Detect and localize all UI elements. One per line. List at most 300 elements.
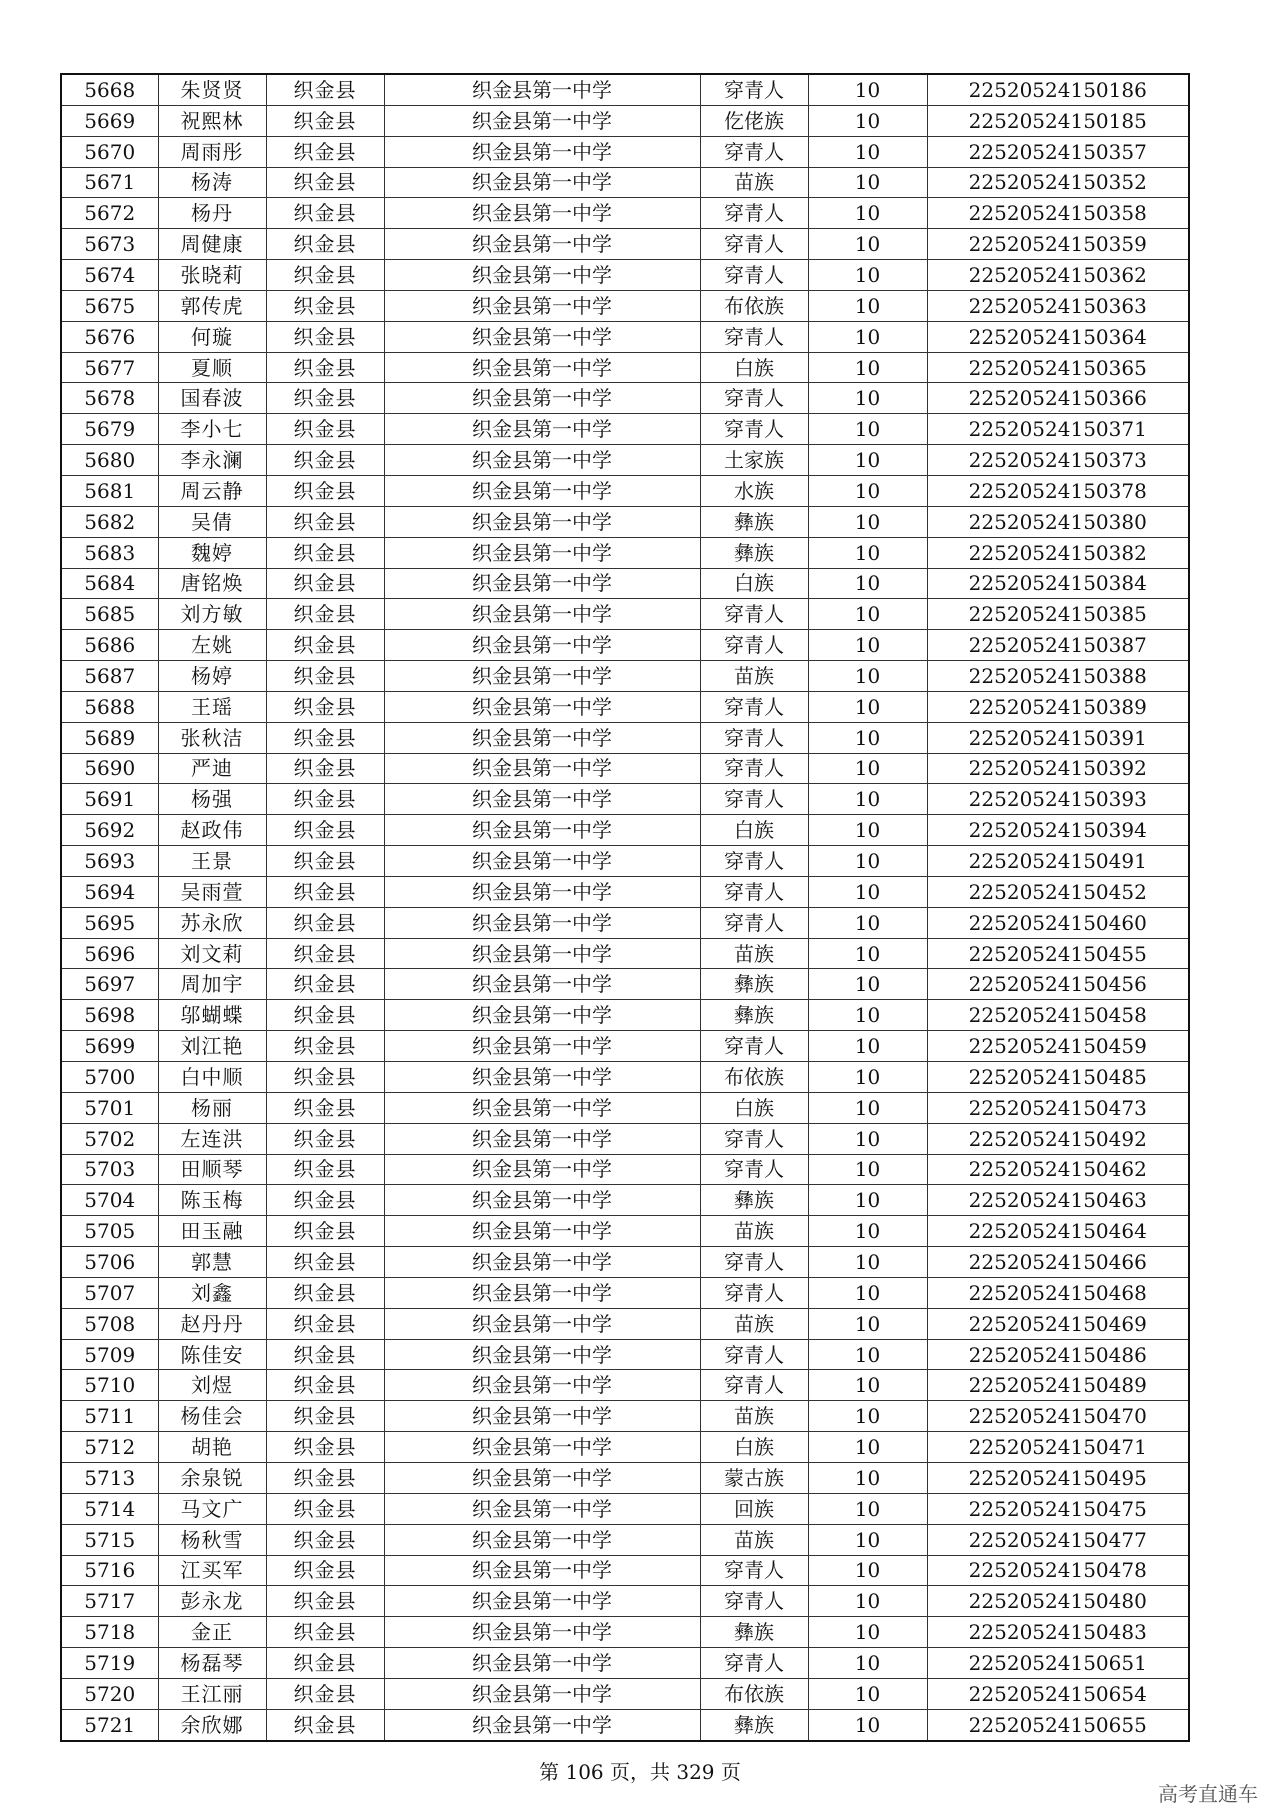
score-cell: 10	[808, 907, 927, 938]
school-cell: 织金县第一中学	[384, 1154, 700, 1185]
score-cell: 10	[808, 1401, 927, 1432]
row-id-cell: 5705	[61, 1216, 158, 1247]
county-cell: 织金县	[266, 229, 384, 260]
score-cell: 10	[808, 1154, 927, 1185]
exam-number-cell: 22520524150389	[927, 691, 1189, 722]
exam-number-cell: 22520524150391	[927, 722, 1189, 753]
ethnicity-cell: 穿青人	[700, 784, 808, 815]
county-cell: 织金县	[266, 1586, 384, 1617]
row-id-cell: 5708	[61, 1308, 158, 1339]
student-name-cell: 赵丹丹	[158, 1308, 266, 1339]
county-cell: 织金县	[266, 445, 384, 476]
row-id-cell: 5688	[61, 691, 158, 722]
county-cell: 织金县	[266, 1493, 384, 1524]
student-name-cell: 赵政伟	[158, 815, 266, 846]
school-cell: 织金县第一中学	[384, 1586, 700, 1617]
student-name-cell: 田玉融	[158, 1216, 266, 1247]
school-cell: 织金县第一中学	[384, 1709, 700, 1740]
exam-number-cell: 22520524150352	[927, 167, 1189, 198]
ethnicity-cell: 穿青人	[700, 1648, 808, 1679]
ethnicity-cell: 仡佬族	[700, 105, 808, 136]
student-name-cell: 余欣娜	[158, 1709, 266, 1740]
county-cell: 织金县	[266, 846, 384, 877]
table-row	[61, 1092, 1189, 1123]
score-cell: 10	[808, 722, 927, 753]
student-name-cell: 苏永欣	[158, 907, 266, 938]
score-cell: 10	[808, 661, 927, 692]
score-cell: 10	[808, 1709, 927, 1740]
row-id-cell: 5678	[61, 383, 158, 414]
ethnicity-cell: 穿青人	[700, 1339, 808, 1370]
ethnicity-cell: 彝族	[700, 1185, 808, 1216]
student-name-cell: 杨秋雪	[158, 1524, 266, 1555]
table-row	[61, 691, 1189, 722]
table-row	[61, 1216, 1189, 1247]
table-row	[61, 1185, 1189, 1216]
county-cell: 织金县	[266, 74, 384, 105]
school-cell: 织金县第一中学	[384, 969, 700, 1000]
exam-number-cell: 22520524150371	[927, 414, 1189, 445]
table-row	[61, 445, 1189, 476]
school-cell: 织金县第一中学	[384, 1339, 700, 1370]
exam-number-cell: 22520524150463	[927, 1185, 1189, 1216]
school-cell: 织金县第一中学	[384, 599, 700, 630]
student-name-cell: 吴雨萱	[158, 876, 266, 907]
county-cell: 织金县	[266, 1031, 384, 1062]
row-id-cell: 5669	[61, 105, 158, 136]
row-id-cell: 5677	[61, 352, 158, 383]
score-cell: 10	[808, 1493, 927, 1524]
score-cell: 10	[808, 568, 927, 599]
row-id-cell: 5720	[61, 1678, 158, 1709]
county-cell: 织金县	[266, 1401, 384, 1432]
score-cell: 10	[808, 383, 927, 414]
school-cell: 织金县第一中学	[384, 1031, 700, 1062]
score-cell: 10	[808, 1678, 927, 1709]
row-id-cell: 5699	[61, 1031, 158, 1062]
table-row	[61, 1678, 1189, 1709]
county-cell: 织金县	[266, 661, 384, 692]
row-id-cell: 5698	[61, 1000, 158, 1031]
county-cell: 织金县	[266, 475, 384, 506]
exam-number-cell: 22520524150364	[927, 321, 1189, 352]
table-row	[61, 876, 1189, 907]
table-row	[61, 1370, 1189, 1401]
table-row	[61, 630, 1189, 661]
school-cell: 织金县第一中学	[384, 1432, 700, 1463]
score-cell: 10	[808, 691, 927, 722]
ethnicity-cell: 彝族	[700, 1709, 808, 1740]
exam-number-cell: 22520524150486	[927, 1339, 1189, 1370]
student-name-cell: 张晓莉	[158, 260, 266, 291]
student-name-cell: 刘鑫	[158, 1277, 266, 1308]
student-name-cell: 胡艳	[158, 1432, 266, 1463]
table-row	[61, 383, 1189, 414]
score-cell: 10	[808, 445, 927, 476]
county-cell: 织金县	[266, 1308, 384, 1339]
row-id-cell: 5682	[61, 506, 158, 537]
ethnicity-cell: 穿青人	[700, 907, 808, 938]
school-cell: 织金县第一中学	[384, 1216, 700, 1247]
ethnicity-cell: 彝族	[700, 506, 808, 537]
student-name-cell: 严迪	[158, 753, 266, 784]
school-cell: 织金县第一中学	[384, 105, 700, 136]
score-cell: 10	[808, 167, 927, 198]
school-cell: 织金县第一中学	[384, 1370, 700, 1401]
row-id-cell: 5701	[61, 1092, 158, 1123]
school-cell: 织金县第一中学	[384, 1678, 700, 1709]
score-cell: 10	[808, 1092, 927, 1123]
ethnicity-cell: 穿青人	[700, 260, 808, 291]
county-cell: 织金县	[266, 753, 384, 784]
student-name-cell: 彭永龙	[158, 1586, 266, 1617]
row-id-cell: 5700	[61, 1062, 158, 1093]
row-id-cell: 5681	[61, 475, 158, 506]
student-name-cell: 邬蝴蝶	[158, 1000, 266, 1031]
table-row	[61, 1709, 1189, 1740]
county-cell: 织金县	[266, 352, 384, 383]
exam-number-cell: 22520524150456	[927, 969, 1189, 1000]
county-cell: 织金县	[266, 599, 384, 630]
student-name-cell: 余泉锐	[158, 1462, 266, 1493]
score-cell: 10	[808, 1000, 927, 1031]
student-name-cell: 江买军	[158, 1555, 266, 1586]
table-row	[61, 1462, 1189, 1493]
table-row	[61, 290, 1189, 321]
exam-number-cell: 22520524150393	[927, 784, 1189, 815]
ethnicity-cell: 穿青人	[700, 414, 808, 445]
table-row	[61, 1617, 1189, 1648]
ethnicity-cell: 穿青人	[700, 383, 808, 414]
exam-number-cell: 22520524150466	[927, 1247, 1189, 1278]
table-row	[61, 136, 1189, 167]
school-cell: 织金县第一中学	[384, 815, 700, 846]
school-cell: 织金县第一中学	[384, 1555, 700, 1586]
row-id-cell: 5685	[61, 599, 158, 630]
table-row	[61, 1524, 1189, 1555]
table-row	[61, 1062, 1189, 1093]
exam-number-cell: 22520524150492	[927, 1123, 1189, 1154]
row-id-cell: 5690	[61, 753, 158, 784]
row-id-cell: 5694	[61, 876, 158, 907]
student-name-cell: 杨磊琴	[158, 1648, 266, 1679]
score-cell: 10	[808, 1185, 927, 1216]
exam-number-cell: 22520524150468	[927, 1277, 1189, 1308]
school-cell: 织金县第一中学	[384, 1247, 700, 1278]
score-cell: 10	[808, 599, 927, 630]
exam-number-cell: 22520524150373	[927, 445, 1189, 476]
row-id-cell: 5683	[61, 537, 158, 568]
exam-number-cell: 22520524150366	[927, 383, 1189, 414]
row-id-cell: 5673	[61, 229, 158, 260]
exam-number-cell: 22520524150362	[927, 260, 1189, 291]
score-cell: 10	[808, 1370, 927, 1401]
row-id-cell: 5679	[61, 414, 158, 445]
school-cell: 织金县第一中学	[384, 784, 700, 815]
student-name-cell: 杨婷	[158, 661, 266, 692]
student-name-cell: 田顺琴	[158, 1154, 266, 1185]
row-id-cell: 5709	[61, 1339, 158, 1370]
school-cell: 织金县第一中学	[384, 1617, 700, 1648]
row-id-cell: 5686	[61, 630, 158, 661]
table-row	[61, 321, 1189, 352]
county-cell: 织金县	[266, 414, 384, 445]
score-cell: 10	[808, 105, 927, 136]
table-row	[61, 722, 1189, 753]
table-row	[61, 1339, 1189, 1370]
table-row	[61, 661, 1189, 692]
county-cell: 织金县	[266, 1709, 384, 1740]
county-cell: 织金县	[266, 630, 384, 661]
student-name-cell: 陈佳安	[158, 1339, 266, 1370]
student-name-cell: 杨丹	[158, 198, 266, 229]
exam-number-cell: 22520524150477	[927, 1524, 1189, 1555]
school-cell: 织金县第一中学	[384, 1185, 700, 1216]
exam-number-cell: 22520524150378	[927, 475, 1189, 506]
table-row	[61, 1555, 1189, 1586]
school-cell: 织金县第一中学	[384, 661, 700, 692]
county-cell: 织金县	[266, 815, 384, 846]
score-cell: 10	[808, 938, 927, 969]
score-cell: 10	[808, 1216, 927, 1247]
county-cell: 织金县	[266, 722, 384, 753]
student-name-cell: 魏婷	[158, 537, 266, 568]
student-name-cell: 唐铭焕	[158, 568, 266, 599]
table-row	[61, 1401, 1189, 1432]
row-id-cell: 5704	[61, 1185, 158, 1216]
school-cell: 织金县第一中学	[384, 1062, 700, 1093]
ethnicity-cell: 穿青人	[700, 753, 808, 784]
row-id-cell: 5721	[61, 1709, 158, 1740]
exam-number-cell: 22520524150462	[927, 1154, 1189, 1185]
exam-number-cell: 22520524150358	[927, 198, 1189, 229]
table-row	[61, 506, 1189, 537]
table-row	[61, 753, 1189, 784]
row-id-cell: 5675	[61, 290, 158, 321]
school-cell: 织金县第一中学	[384, 876, 700, 907]
student-name-cell: 刘江艳	[158, 1031, 266, 1062]
score-cell: 10	[808, 1462, 927, 1493]
row-id-cell: 5717	[61, 1586, 158, 1617]
score-cell: 10	[808, 260, 927, 291]
table-row	[61, 568, 1189, 599]
county-cell: 织金县	[266, 1092, 384, 1123]
exam-number-cell: 22520524150651	[927, 1648, 1189, 1679]
county-cell: 织金县	[266, 1277, 384, 1308]
school-cell: 织金县第一中学	[384, 321, 700, 352]
row-id-cell: 5695	[61, 907, 158, 938]
ethnicity-cell: 白族	[700, 1092, 808, 1123]
score-cell: 10	[808, 753, 927, 784]
row-id-cell: 5696	[61, 938, 158, 969]
exam-number-cell: 22520524150458	[927, 1000, 1189, 1031]
county-cell: 织金县	[266, 938, 384, 969]
county-cell: 织金县	[266, 1123, 384, 1154]
county-cell: 织金县	[266, 876, 384, 907]
table-row	[61, 1277, 1189, 1308]
school-cell: 织金县第一中学	[384, 1123, 700, 1154]
student-name-cell: 李小七	[158, 414, 266, 445]
ethnicity-cell: 白族	[700, 352, 808, 383]
county-cell: 织金县	[266, 105, 384, 136]
ethnicity-cell: 穿青人	[700, 136, 808, 167]
county-cell: 织金县	[266, 1462, 384, 1493]
ethnicity-cell: 苗族	[700, 167, 808, 198]
exam-number-cell: 22520524150387	[927, 630, 1189, 661]
student-name-cell: 白中顺	[158, 1062, 266, 1093]
county-cell: 织金县	[266, 290, 384, 321]
exam-number-cell: 22520524150489	[927, 1370, 1189, 1401]
ethnicity-cell: 穿青人	[700, 229, 808, 260]
exam-number-cell: 22520524150460	[927, 907, 1189, 938]
school-cell: 织金县第一中学	[384, 691, 700, 722]
table-row	[61, 1308, 1189, 1339]
row-id-cell: 5671	[61, 167, 158, 198]
table-row	[61, 1432, 1189, 1463]
student-name-cell: 王景	[158, 846, 266, 877]
exam-number-cell: 22520524150363	[927, 290, 1189, 321]
score-cell: 10	[808, 506, 927, 537]
exam-number-cell: 22520524150186	[927, 74, 1189, 105]
school-cell: 织金县第一中学	[384, 383, 700, 414]
county-cell: 织金县	[266, 691, 384, 722]
score-cell: 10	[808, 784, 927, 815]
score-cell: 10	[808, 475, 927, 506]
score-cell: 10	[808, 290, 927, 321]
row-id-cell: 5693	[61, 846, 158, 877]
school-cell: 织金县第一中学	[384, 753, 700, 784]
table-row	[61, 784, 1189, 815]
ethnicity-cell: 穿青人	[700, 1031, 808, 1062]
row-id-cell: 5697	[61, 969, 158, 1000]
county-cell: 织金县	[266, 969, 384, 1000]
county-cell: 织金县	[266, 1000, 384, 1031]
page-number-footer: 第 106 页，共 329 页	[539, 1760, 741, 1784]
ethnicity-cell: 白族	[700, 1432, 808, 1463]
roster-table	[60, 73, 1190, 1742]
score-cell: 10	[808, 1123, 927, 1154]
row-id-cell: 5680	[61, 445, 158, 476]
exam-number-cell: 22520524150478	[927, 1555, 1189, 1586]
student-name-cell: 何璇	[158, 321, 266, 352]
ethnicity-cell: 穿青人	[700, 1277, 808, 1308]
table-row	[61, 167, 1189, 198]
student-name-cell: 杨佳会	[158, 1401, 266, 1432]
row-id-cell: 5668	[61, 74, 158, 105]
table-row	[61, 938, 1189, 969]
row-id-cell: 5713	[61, 1462, 158, 1493]
student-name-cell: 左连洪	[158, 1123, 266, 1154]
ethnicity-cell: 穿青人	[700, 1586, 808, 1617]
row-id-cell: 5692	[61, 815, 158, 846]
score-cell: 10	[808, 1308, 927, 1339]
ethnicity-cell: 彝族	[700, 969, 808, 1000]
school-cell: 织金县第一中学	[384, 167, 700, 198]
county-cell: 织金县	[266, 1432, 384, 1463]
table-row	[61, 1031, 1189, 1062]
ethnicity-cell: 苗族	[700, 661, 808, 692]
student-name-cell: 陈玉梅	[158, 1185, 266, 1216]
ethnicity-cell: 穿青人	[700, 1370, 808, 1401]
ethnicity-cell: 蒙古族	[700, 1462, 808, 1493]
student-name-cell: 王江丽	[158, 1678, 266, 1709]
ethnicity-cell: 苗族	[700, 1308, 808, 1339]
score-cell: 10	[808, 1277, 927, 1308]
row-id-cell: 5676	[61, 321, 158, 352]
ethnicity-cell: 布依族	[700, 1062, 808, 1093]
ethnicity-cell: 穿青人	[700, 1123, 808, 1154]
student-name-cell: 夏顺	[158, 352, 266, 383]
roster-sheet	[60, 73, 1188, 1742]
school-cell: 织金县第一中学	[384, 1462, 700, 1493]
table-row	[61, 846, 1189, 877]
row-id-cell: 5684	[61, 568, 158, 599]
table-row	[61, 1154, 1189, 1185]
row-id-cell: 5674	[61, 260, 158, 291]
school-cell: 织金县第一中学	[384, 1648, 700, 1679]
ethnicity-cell: 布依族	[700, 1678, 808, 1709]
county-cell: 织金县	[266, 383, 384, 414]
table-row	[61, 1123, 1189, 1154]
ethnicity-cell: 穿青人	[700, 1555, 808, 1586]
score-cell: 10	[808, 74, 927, 105]
ethnicity-cell: 穿青人	[700, 74, 808, 105]
county-cell: 织金县	[266, 198, 384, 229]
county-cell: 织金县	[266, 1370, 384, 1401]
table-row	[61, 815, 1189, 846]
row-id-cell: 5710	[61, 1370, 158, 1401]
school-cell: 织金县第一中学	[384, 568, 700, 599]
score-cell: 10	[808, 1339, 927, 1370]
exam-number-cell: 22520524150655	[927, 1709, 1189, 1740]
county-cell: 织金县	[266, 167, 384, 198]
ethnicity-cell: 苗族	[700, 938, 808, 969]
county-cell: 织金县	[266, 321, 384, 352]
exam-number-cell: 22520524150491	[927, 846, 1189, 877]
county-cell: 织金县	[266, 1555, 384, 1586]
row-id-cell: 5714	[61, 1493, 158, 1524]
school-cell: 织金县第一中学	[384, 229, 700, 260]
school-cell: 织金县第一中学	[384, 414, 700, 445]
exam-number-cell: 22520524150464	[927, 1216, 1189, 1247]
score-cell: 10	[808, 136, 927, 167]
student-name-cell: 李永澜	[158, 445, 266, 476]
exam-number-cell: 22520524150385	[927, 599, 1189, 630]
score-cell: 10	[808, 1524, 927, 1555]
ethnicity-cell: 穿青人	[700, 1154, 808, 1185]
row-id-cell: 5716	[61, 1555, 158, 1586]
table-row	[61, 1247, 1189, 1278]
school-cell: 织金县第一中学	[384, 136, 700, 167]
table-row	[61, 414, 1189, 445]
student-name-cell: 祝熙林	[158, 105, 266, 136]
score-cell: 10	[808, 1247, 927, 1278]
school-cell: 织金县第一中学	[384, 846, 700, 877]
student-name-cell: 刘煜	[158, 1370, 266, 1401]
score-cell: 10	[808, 876, 927, 907]
row-id-cell: 5718	[61, 1617, 158, 1648]
ethnicity-cell: 彝族	[700, 1000, 808, 1031]
school-cell: 织金县第一中学	[384, 1308, 700, 1339]
school-cell: 织金县第一中学	[384, 352, 700, 383]
table-row	[61, 1586, 1189, 1617]
row-id-cell: 5670	[61, 136, 158, 167]
exam-number-cell: 22520524150485	[927, 1062, 1189, 1093]
row-id-cell: 5687	[61, 661, 158, 692]
exam-number-cell: 22520524150382	[927, 537, 1189, 568]
score-cell: 10	[808, 537, 927, 568]
county-cell: 织金县	[266, 1062, 384, 1093]
